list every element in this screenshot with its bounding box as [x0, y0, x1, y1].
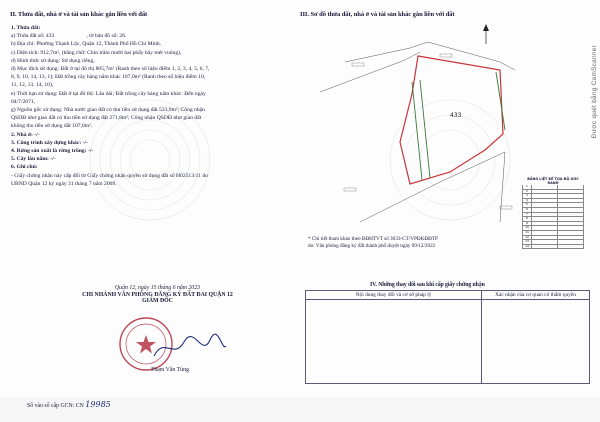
signer-name: Phạm Văn Tùng [151, 367, 189, 373]
section-ii-body [11, 24, 296, 188]
detail-reference-note: * Chỉ tiết tham khảo theo BĐHTVT số 3033-CT/VPĐKĐĐTP [308, 236, 438, 242]
coordinate-cell [532, 217, 558, 221]
usage-origin-1: g) Nguồn gốc sử dụng: Nhà nước giao đất có thu tiền sử dụng đất 533,9m²; Công nhận [11, 107, 205, 114]
issue-date: Quận 12, ngày 15 tháng 6 năm 2023 [114, 285, 201, 291]
coordinate-cell [558, 231, 583, 235]
coordinate-table-title: BẢNG LIỆT KÊ TỌA ĐỘ GÓC RANH [527, 177, 579, 185]
changes-col-content: Nội dung thay đổi và cơ sở pháp lý [306, 291, 482, 300]
coordinate-point-number: 8 [523, 217, 532, 221]
coordinate-cell [532, 213, 558, 217]
note-line-2: UBND Quận 12 ký ngày 31 tháng 7 năm 2009. [11, 180, 117, 187]
parcel-number: a) Thửa đất số: 433 [11, 33, 55, 40]
registry-line [27, 400, 111, 409]
coordinate-cell [558, 199, 583, 203]
coordinate-point-number: 12 [523, 236, 532, 240]
coordinate-cell [558, 194, 583, 198]
usage-term-1: e) Thời hạn sử dụng: Đất ở tại đô thị: Lâu dài; Đất trồng cây hàng năm khác: Đến ngày [11, 90, 206, 97]
parcel-address: b) Địa chỉ: Phường Thạnh Lộc, Quận 12, Thành Phố Hồ Chí Minh. [11, 41, 162, 48]
changes-cell-confirmation [482, 300, 590, 384]
approval-note: do: Văn phòng đăng ký đất thành phố duyệt ngày 09/12/2022 [308, 243, 436, 250]
issuing-office: CHI NHÁNH VĂN PHÒNG ĐĂNG KÝ ĐẤT ĐAI QUẬN 12 [82, 292, 233, 298]
section-iii-title: III. Sơ đồ thửa đất, nhà ở và tài sản khác gắn liền với đất [300, 11, 455, 18]
house-line: 2. Nhà ở: -/- [11, 131, 40, 138]
coordinate-point-number: 1 [523, 185, 532, 189]
coordinate-point-number: 3 [523, 194, 532, 198]
perennial-line: 5. Cây lâu năm: -/- [11, 156, 56, 163]
coordinate-cell [532, 185, 558, 189]
coordinate-point-number: 11 [523, 231, 532, 235]
coordinate-cell [532, 222, 558, 226]
coordinate-cell [532, 199, 558, 203]
handwritten-signature [150, 330, 230, 366]
coordinate-cell [558, 185, 583, 189]
parcel-area: c) Diện tích: 912,7m², (bằng chữ: Chín trăm mười hai phẩy bảy mét vuông), [11, 49, 182, 56]
usage-purpose-2: 8, 9, 10, 14, 13, 1); Đất trồng cây hàng năm khác 107,0m² (Ranh theo số hiệu điểm 10, [11, 74, 206, 81]
coordinate-point-number: 5 [523, 203, 532, 207]
coordinate-cell [532, 194, 558, 198]
usage-purpose-1: đ) Mục đích sử dụng: Đất ở tại đô thị 805,7m² (Ranh theo số hiệu điểm 1, 2, 3, 4, 5, 6, 7, [11, 66, 210, 73]
usage-purpose-3: 11, 12, 13, 14, 10), [11, 82, 54, 89]
coordinate-cell [532, 203, 558, 207]
note-line-1: - Giấy chứng nhận này cấp đổi từ Giấy chứng nhận quyền sử dụng đất số H02513/11 do [11, 172, 208, 179]
coordinate-point-number: 14 [523, 245, 532, 249]
coordinate-cell [532, 226, 558, 230]
signer-role: GIÁM ĐỐC [142, 298, 173, 304]
coordinate-point-number: 4 [523, 199, 532, 203]
registry-label: Số vào sổ cấp GCN: CN [27, 403, 84, 409]
forest-line: 4. Rừng sản xuất là rừng trồng: -/- [11, 148, 94, 155]
north-arrow-icon [483, 24, 489, 44]
parcel-heading: 1. Thửa đất: [11, 25, 41, 31]
coordinate-cell [532, 231, 558, 235]
note-heading: 6. Ghi chú: [11, 164, 38, 171]
coordinate-cell [558, 190, 583, 194]
coordinate-point-number: 9 [523, 222, 532, 226]
section-iii-notes [308, 236, 588, 251]
other-construction-line: 3. Công trình xây dựng khác: -/- [11, 139, 88, 146]
parcel-line [11, 32, 296, 40]
coordinate-point-number: 6 [523, 208, 532, 212]
changes-cell-content [306, 300, 482, 384]
usage-origin-3: không thu tiền sử dụng đất 107,0m². [11, 123, 93, 130]
coordinate-point-number: 2 [523, 190, 532, 194]
usage-origin-2: QSDĐ như giao đất có thu tiền sử dụng đất 271,8m²; Công nhận QSDĐ như giao đất [11, 115, 202, 122]
registry-number: 19985 [85, 400, 111, 409]
coordinate-cell [558, 222, 583, 226]
coordinate-point-number: 7 [523, 213, 532, 217]
changes-col-confirmation: Xác nhận của cơ quan có thẩm quyền [482, 291, 590, 300]
coordinate-point-number: 13 [523, 240, 532, 244]
coordinate-cell [532, 190, 558, 194]
usage-form: d) Hình thức sử dụng: Sử dụng riêng, [11, 57, 95, 64]
map-sheet: , tờ bản đồ số: 26. [86, 33, 127, 40]
coordinate-cell [558, 226, 583, 230]
parcel-number-label: 433 [450, 112, 462, 119]
coordinate-cell [558, 208, 583, 212]
usage-term-2: 04/7/2071, [11, 98, 36, 105]
coordinate-cell [558, 213, 583, 217]
scanner-watermark: Được quét bằng CamScanner [591, 45, 598, 139]
coordinate-cell [558, 203, 583, 207]
signature-block [30, 285, 285, 304]
changes-table [305, 290, 590, 384]
section-ii-title: II. Thửa đất, nhà ở và tài sản khác gắn liền với đất [10, 11, 148, 18]
section-iv-title: IV. Những thay đổi sau khi cấp giấy chứng nhận [370, 282, 485, 288]
coordinate-cell [532, 208, 558, 212]
coordinate-point-number: 10 [523, 226, 532, 230]
coordinate-cell [558, 217, 583, 221]
